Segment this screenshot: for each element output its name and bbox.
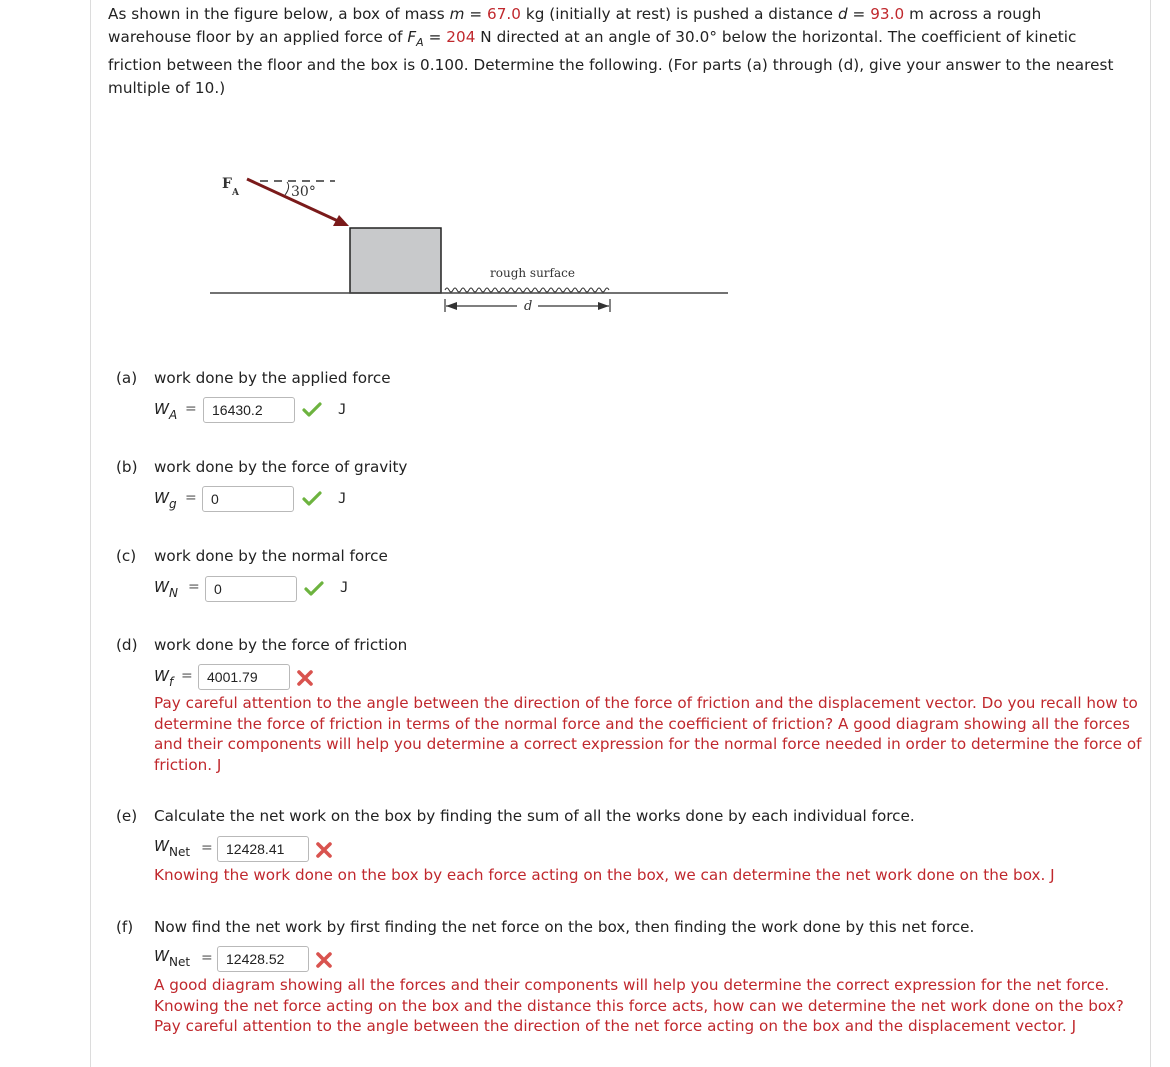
force-label-sub: A: [232, 188, 239, 198]
part-d-answer-field[interactable]: 4001.79: [198, 664, 290, 690]
part-c-equals: =: [188, 579, 200, 595]
angle-arc: [285, 182, 289, 195]
rough-surface-squiggle: [445, 288, 609, 292]
distance-arrowhead-right: [598, 302, 609, 310]
problem-statement: As shown in the figure below, a box of mass m = 67.0 kg (initially at rest) is pushed a distance d = 93.0 m across a rough warehouse floor by an applied force of $F_A = 204$ N directed at an angle of 30.0° below the horizontal. The coefficient of kinetic friction between the floor and the box is 0.100. Determine the following. (For parts (a) through (d), give your answer to the nearest multiple of 10.): [108, 5, 1114, 97]
check-icon: [304, 580, 324, 598]
part-b-answer-field[interactable]: 0: [202, 486, 294, 512]
right-border: [1150, 0, 1151, 1067]
part-f-variable: $W_{Net}$: [154, 947, 191, 969]
part-c-prompt: work done by the normal force: [154, 547, 388, 565]
mass-value: 67.0: [486, 5, 522, 23]
physics-figure: [205, 165, 735, 315]
part-d-equals: =: [181, 668, 193, 684]
part-e-variable: $W_{Net}$: [154, 837, 191, 859]
force-label: F: [222, 176, 232, 192]
check-icon: [302, 401, 322, 419]
part-c-label: (c): [116, 547, 137, 565]
part-d-variable: $W_f$: [154, 667, 174, 689]
x-mark-icon: [315, 951, 333, 969]
part-c-variable: $W_N$: [154, 578, 179, 600]
part-a-label: (a): [116, 369, 138, 387]
part-f-prompt: Now find the net work by first finding the net force on the box, then finding the work done by this net force.: [154, 918, 975, 936]
distance-value: 93.0: [870, 5, 905, 23]
part-c-unit: J: [340, 580, 349, 596]
part-d-label: (d): [116, 636, 138, 654]
force-value: 204: [446, 27, 476, 46]
part-e-equals: =: [201, 840, 213, 856]
box: [350, 228, 441, 293]
part-b-label: (b): [116, 458, 138, 476]
part-a-prompt: work done by the applied force: [154, 369, 391, 387]
part-e-feedback: Knowing the work done on the box by each force acting on the box, we can determine the net work done on the box. J: [154, 866, 1055, 884]
x-mark-icon: [315, 841, 333, 859]
rough-surface-label: rough surface: [490, 266, 575, 280]
angle-label: 30°: [291, 184, 316, 200]
part-b-equals: =: [185, 490, 197, 506]
part-a-variable: $W_A$: [154, 400, 178, 422]
distance-label: d: [524, 299, 533, 314]
part-e-label: (e): [116, 807, 138, 825]
part-b-variable: $W_g$: [154, 489, 177, 511]
part-d-feedback: Pay careful attention to the angle between the direction of the force of friction and the displacement vector. Do you recall how to determine the force of friction in terms of the normal force and the coefficient of friction? A good diagram showing all the forces and their components will help you determine a correct expression for the normal force needed in order to determine the force of friction. J: [154, 694, 1142, 774]
part-a-answer-field[interactable]: 16430.2: [203, 397, 295, 423]
part-a-unit: J: [338, 402, 347, 418]
part-b-unit: J: [338, 491, 347, 507]
part-d-prompt: work done by the force of friction: [154, 636, 408, 654]
distance-arrowhead-left: [446, 302, 457, 310]
part-e-answer-field[interactable]: 12428.41: [217, 836, 309, 862]
left-border: [90, 0, 91, 1067]
part-c-answer-field[interactable]: 0: [205, 576, 297, 602]
check-icon: [302, 490, 322, 508]
part-a-equals: =: [185, 401, 197, 417]
part-f-label: (f): [116, 918, 134, 936]
part-f-answer-field[interactable]: 12428.52: [217, 946, 309, 972]
part-b-prompt: work done by the force of gravity: [154, 458, 408, 476]
x-mark-icon: [296, 669, 314, 687]
part-f-equals: =: [201, 950, 213, 966]
part-e-prompt: Calculate the net work on the box by finding the sum of all the works done by each individual force.: [154, 807, 915, 825]
part-f-feedback: A good diagram showing all the forces and their components will help you determine the correct expression for the net force. Knowing the net force acting on the box and the distance this force acts, how can we determine the net work done on the box? Pay careful attention to the angle between the direction of the net force acting on the box and the displacement vector. J: [154, 976, 1124, 1035]
